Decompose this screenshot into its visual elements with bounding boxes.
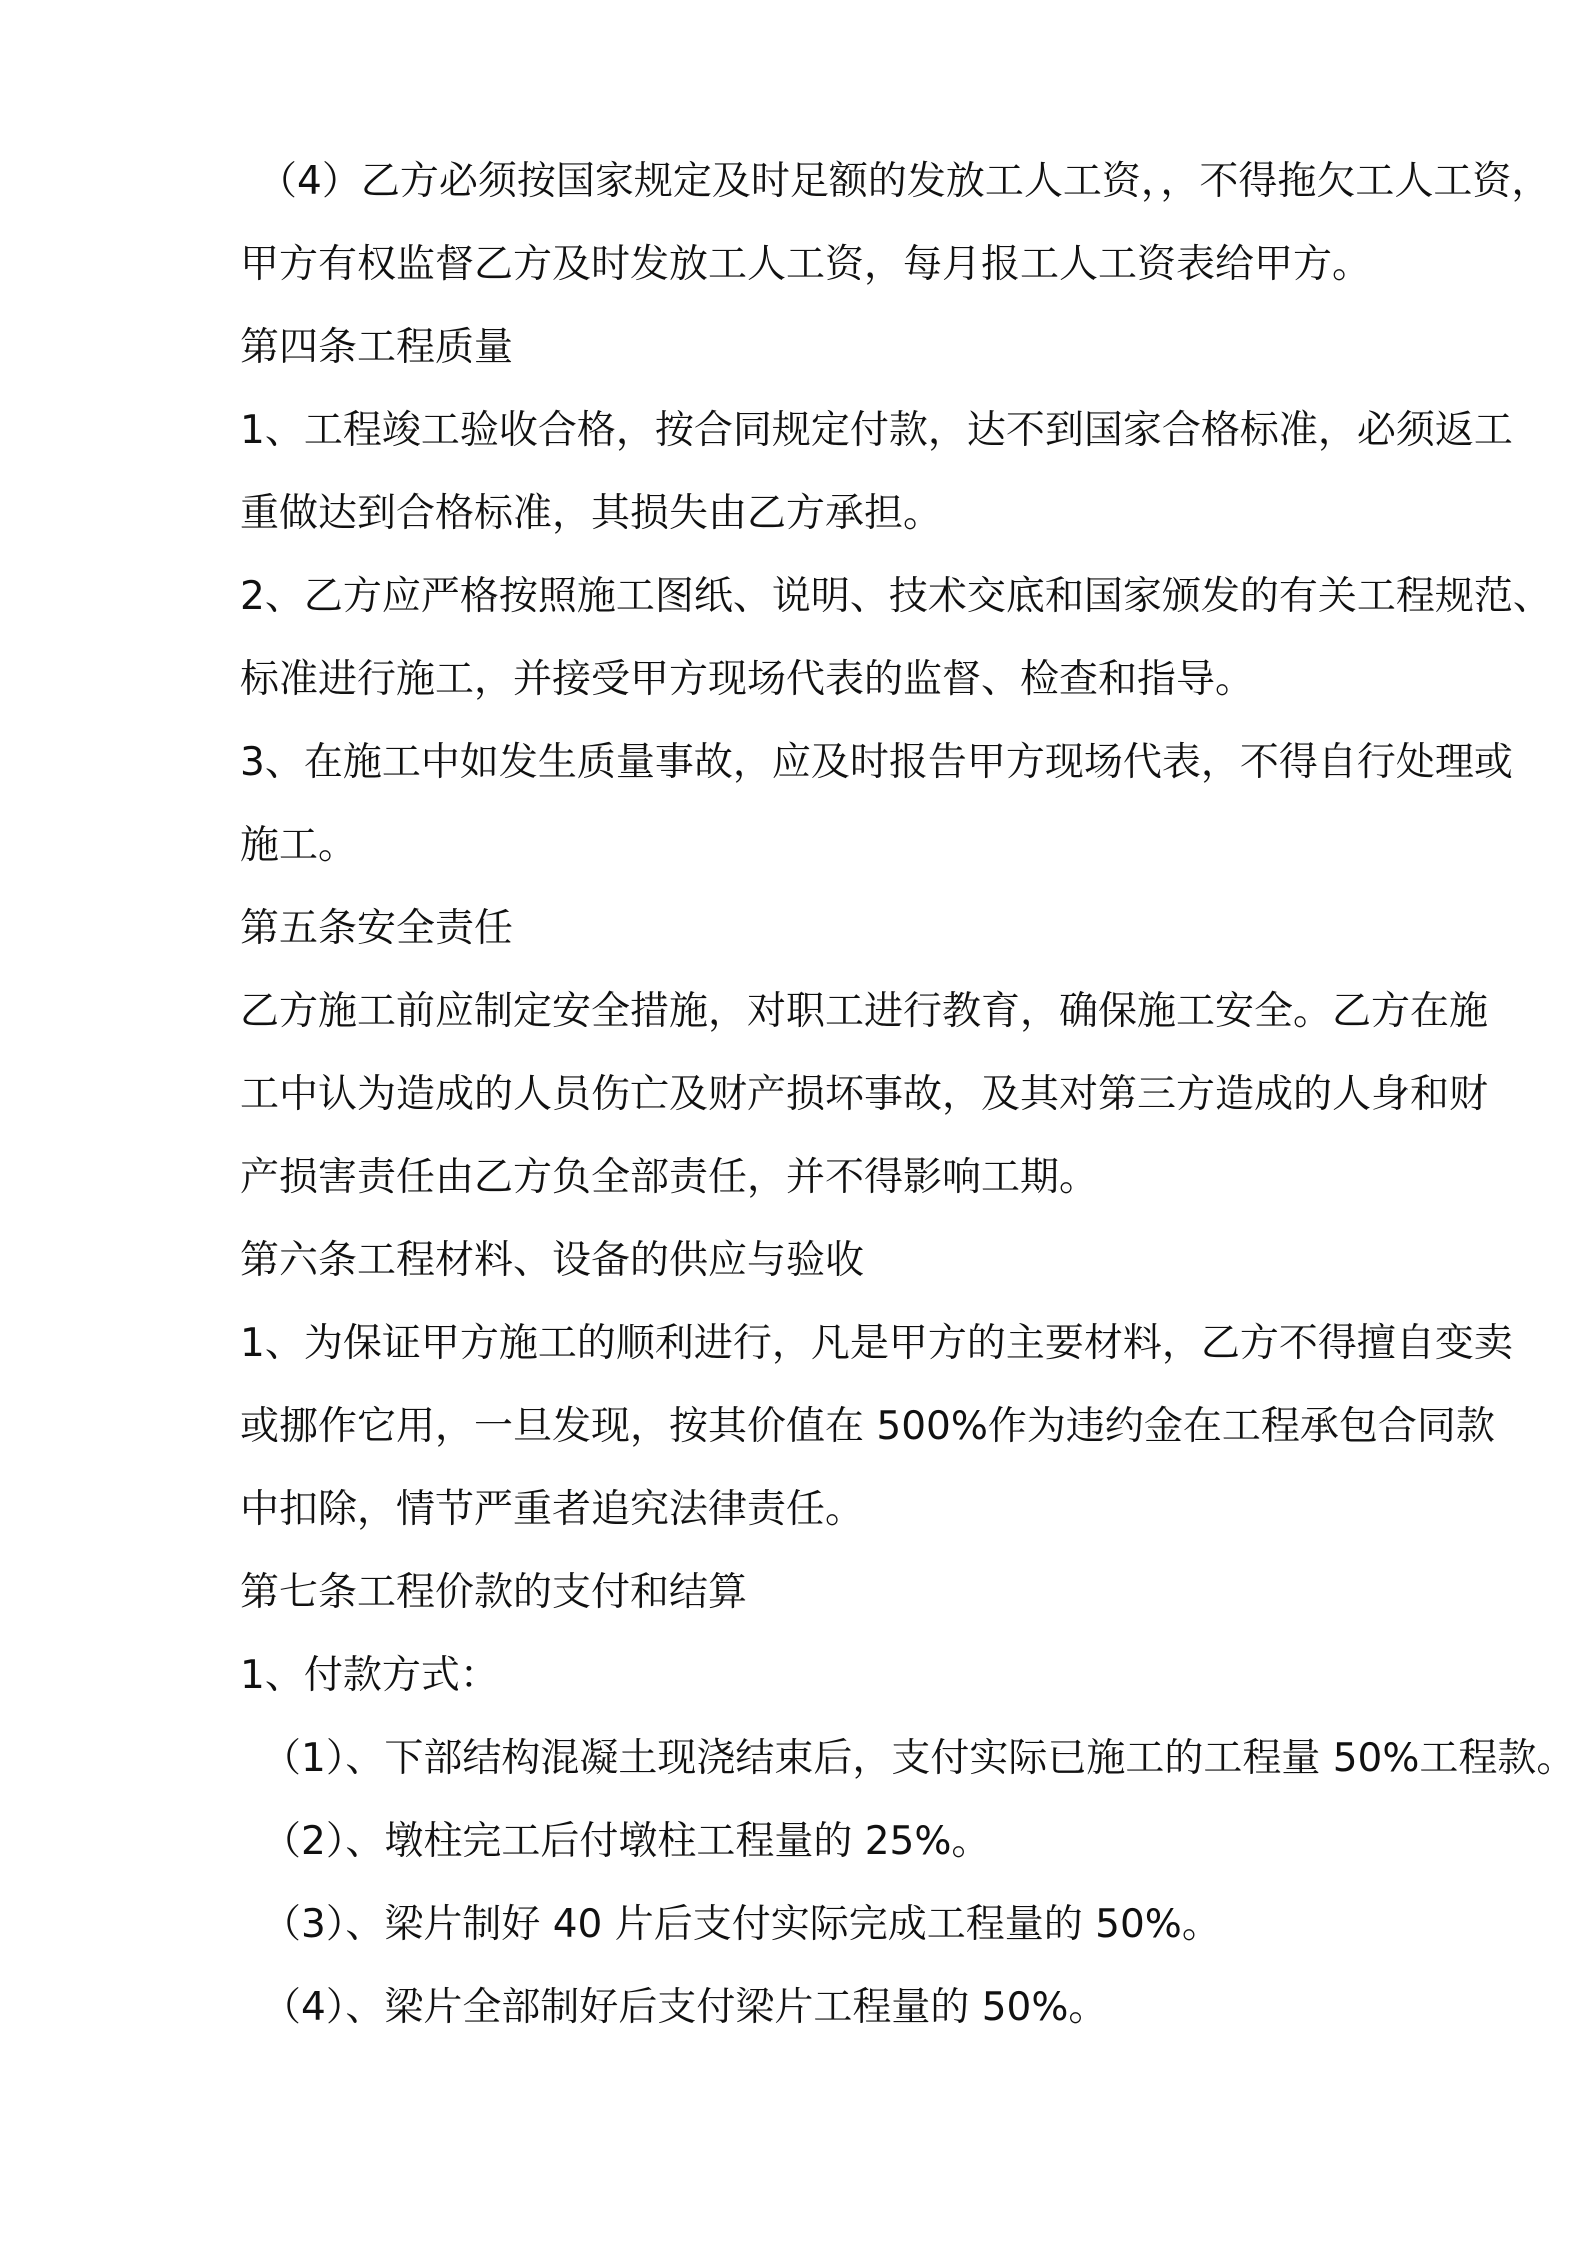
- quality-item-1-line-2: 重做达到合格标准，其损失由乙方承担。: [240, 491, 943, 536]
- quality-item-3-line-2: 施工。: [240, 823, 358, 868]
- materials-item-1-line-3: 中扣除，情节严重者追究法律责任。: [240, 1487, 865, 1532]
- section-heading-article-5: 第五条安全责任: [240, 906, 514, 951]
- materials-item-1-line-2: 或挪作它用，一旦发现，按其价值在 500%作为违约金在工程承包合同款: [240, 1404, 1495, 1449]
- payment-item-4: （4）、梁片全部制好后支付梁片工程量的 50%。: [262, 1985, 1108, 2030]
- payment-item-2: （2）、墩柱完工后付墩柱工程量的 25%。: [262, 1819, 991, 1864]
- safety-paragraph-line-3: 产损害责任由乙方负全部责任，并不得影响工期。: [240, 1155, 1099, 1200]
- payment-item-1: （1）、下部结构混凝土现浇结束后，支付实际已施工的工程量 50%工程款。: [262, 1736, 1576, 1781]
- safety-paragraph-line-1: 乙方施工前应制定安全措施，对职工进行教育，确保施工安全。乙方在施: [240, 989, 1489, 1034]
- quality-item-3-line-1: 3、在施工中如发生质量事故，应及时报告甲方现场代表，不得自行处理或: [240, 740, 1513, 785]
- clause-4-wage-payment-line-2: 甲方有权监督乙方及时发放工人工资，每月报工人工资表给甲方。: [240, 242, 1372, 287]
- quality-item-1-line-1: 1、工程竣工验收合格，按合同规定付款，达不到国家合格标准，必须返工: [240, 408, 1513, 453]
- materials-item-1-line-1: 1、为保证甲方施工的顺利进行，凡是甲方的主要材料，乙方不得擅自变卖: [240, 1321, 1513, 1366]
- clause-4-wage-payment-line-1: （4）乙方必须按国家规定及时足额的发放工人工资，，不得拖欠工人工资，: [258, 159, 1551, 204]
- safety-paragraph-line-2: 工中认为造成的人员伤亡及财产损坏事故，及其对第三方造成的人身和财: [240, 1072, 1489, 1117]
- document-body: [240, 140, 1576, 2049]
- payment-method-heading: 1、付款方式：: [240, 1653, 499, 1698]
- section-heading-article-6: 第六条工程材料、设备的供应与验收: [240, 1238, 865, 1283]
- section-heading-article-4: 第四条工程质量: [240, 325, 514, 370]
- payment-item-3: （3）、梁片制好 40 片后支付实际完成工程量的 50%。: [262, 1902, 1221, 1947]
- quality-item-2-line-1: 2、乙方应严格按照施工图纸、说明、技术交底和国家颁发的有关工程规范、: [240, 574, 1552, 619]
- quality-item-2-line-2: 标准进行施工，并接受甲方现场代表的监督、检查和指导。: [240, 657, 1255, 702]
- section-heading-article-7: 第七条工程价款的支付和结算: [240, 1570, 748, 1615]
